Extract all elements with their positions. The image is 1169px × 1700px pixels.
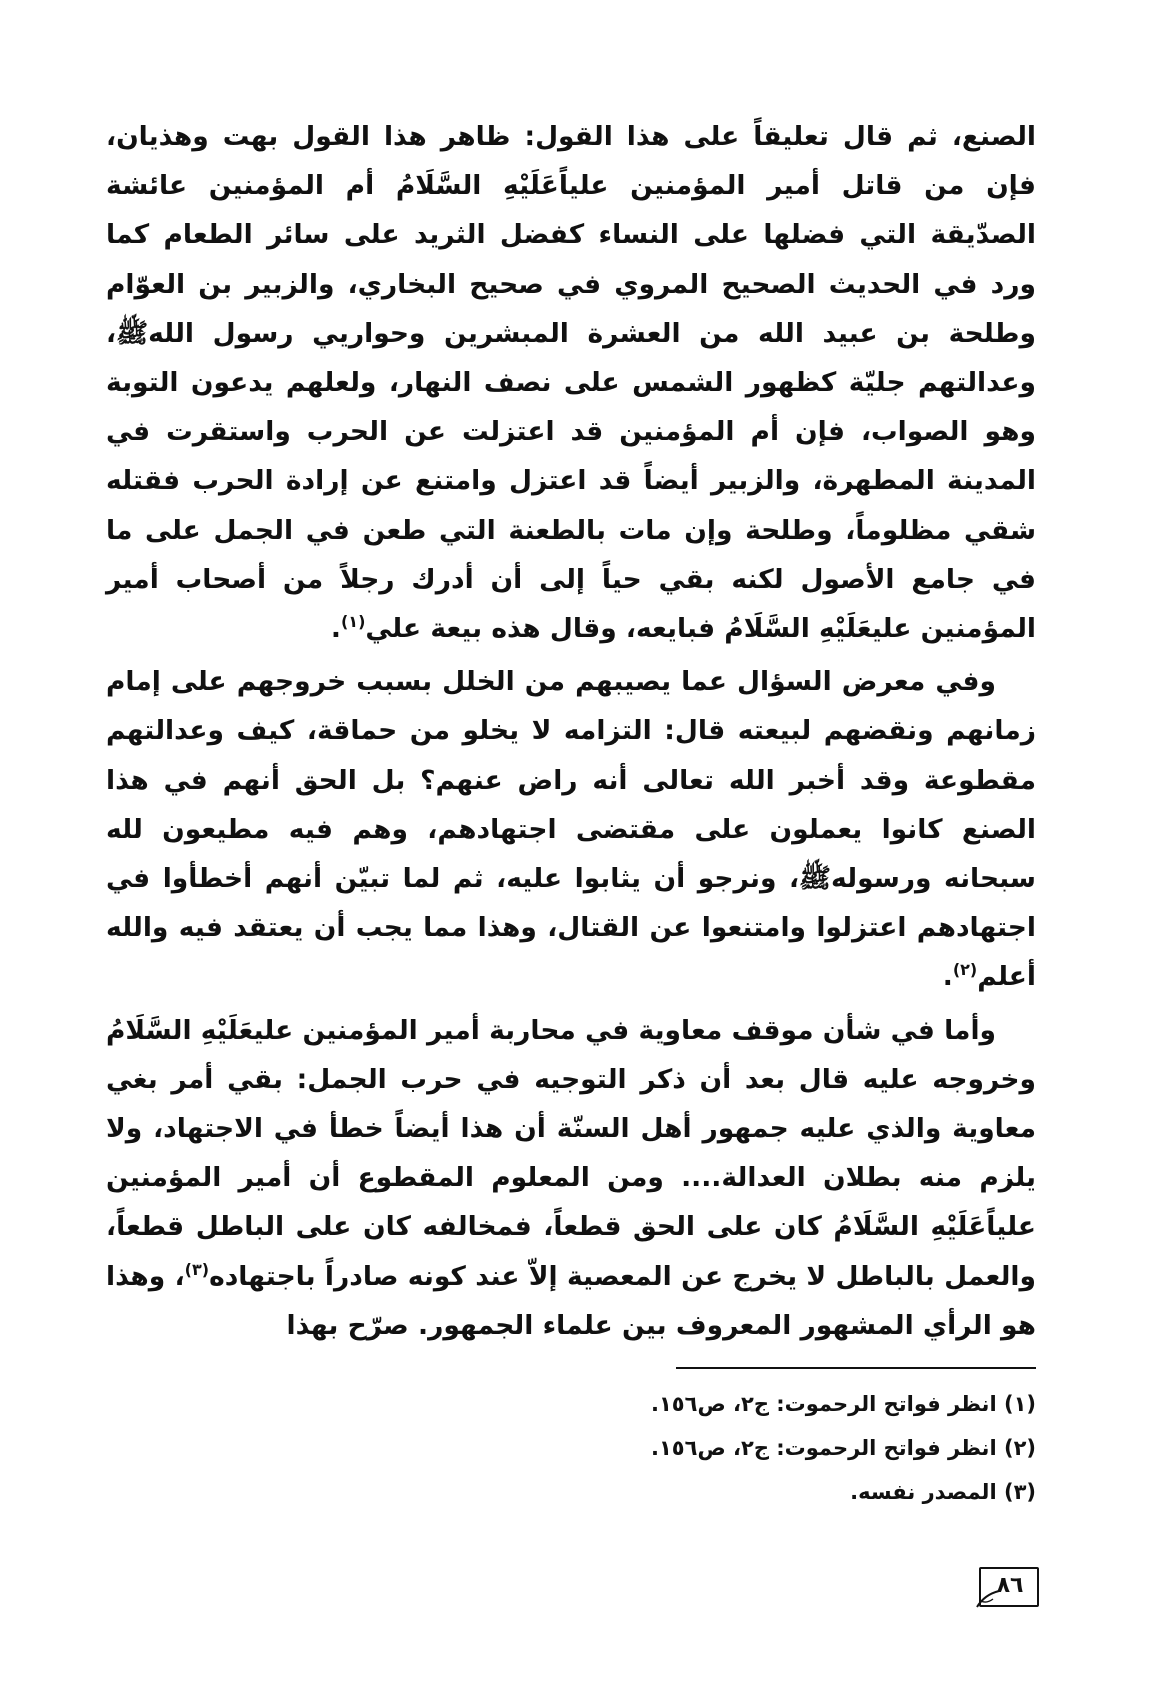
paragraph-1-end: .: [330, 613, 341, 645]
footnotes: [600, 1382, 1036, 1514]
footnote-2: (٢) انظر فواتح الرحموت: ج٢، ص١٥٦.: [651, 1436, 1036, 1460]
footnote-ref-3: (٣): [184, 1259, 210, 1279]
page-number: ٨٦: [996, 1573, 1024, 1598]
page-number-frame: [979, 1567, 1039, 1607]
footnote-3: (٣) المصدر نفسه.: [850, 1480, 1036, 1504]
paragraph-2-end: .: [942, 961, 953, 993]
footnote-ref-1: (١): [340, 612, 366, 632]
paragraph-3-end: ، وهذا هو الرأي المشهور المعروف بين علماء الجمهور. صرّح بهذا: [106, 1260, 1036, 1341]
footnote-ref-2: (٢): [952, 960, 978, 980]
paragraph-1-text: الصنع، ثم قال تعليقاً على هذا القول: ظاهر هذا القول بهت وهذيان، فإن من قاتل أمير المؤمنين علياًعَلَيْهِ السَّلَامُ أم المؤمنين عائشة الصدّيقة التي فضلها على النساء كفضل الثريد على سائر الطعام كما ورد في الحديث الصحيح المروي في صحيح البخاري، والزبير بن العوّام وطلحة بن عبيد الله من العشرة المبشرين وحواريي رسول اللهﷺ، وعدالتهم جليّة كظهور الشمس على نصف النهار، ولعلهم يدعون التوبة وهو الصواب، فإن أم المؤمنين قد اعتزلت عن الحرب واستقرت في المدينة المطهرة، والزبير أيضاً قد اعتزل وامتنع عن إرادة الحرب فقتله شقي مظلوماً، وطلحة وإن مات بالطعنة التي طعن في الجمل على ما في جامع الأصول لكنه بقي حياً إلى أن أدرك رجلاً من أصحاب أمير المؤمنين عليعَلَيْهِ السَّلَامُ فبايعه، وقال هذه بيعة علي: [106, 121, 1036, 645]
main-text: [106, 112, 1036, 1350]
footnote-1: (١) انظر فواتح الرحموت: ج٢، ص١٥٦.: [651, 1392, 1036, 1416]
paragraph-1: [106, 112, 1036, 653]
paragraph-2-text: وفي معرض السؤال عما يصيبهم من الخلل بسبب خروجهم على إمام زمانهم ونقضهم لبيعته قال: التزامه لا يخلو من حماقة، كيف وعدالتهم مقطوعة وقد أخبر الله تعالى أنه راض عنهم؟ بل الحق أنهم في هذا الصنع كانوا يعملون على مقتضى اجتهادهم، وهم فيه مطيعون لله سبحانه ورسولهﷺ، ونرجو أن يثابوا عليه، ثم لما تبيّن أنهم أخطأوا في اجتهادهم اعتزلوا وامتنعوا عن القتال، وهذا مما يجب أن يعتقد فيه والله أعلم: [106, 666, 1036, 993]
paragraph-2: [106, 657, 1036, 1001]
footnote-separator: [676, 1367, 1036, 1369]
paragraph-3-text: وأما في شأن موقف معاوية في محاربة أمير المؤمنين عليعَلَيْهِ السَّلَامُ وخروجه عليه قال بعد أن ذكر التوجيه في حرب الجمل: بقي أمر بغي معاوية والذي عليه جمهور أهل السنّة أن هذا أيضاً خطأ في الاجتهاد، ولا يلزم منه بطلان العدالة.... ومن المعلوم المقطوع أن أمير المؤمنين علياًعَلَيْهِ السَّلَامُ كان على الحق قطعاً، فمخالفه كان على الباطل قطعاً، والعمل بالباطل لا يخرج عن المعصية إلاّ عند كونه صادراً باجتهاده: [106, 1014, 1036, 1292]
paragraph-3: [106, 1006, 1036, 1350]
